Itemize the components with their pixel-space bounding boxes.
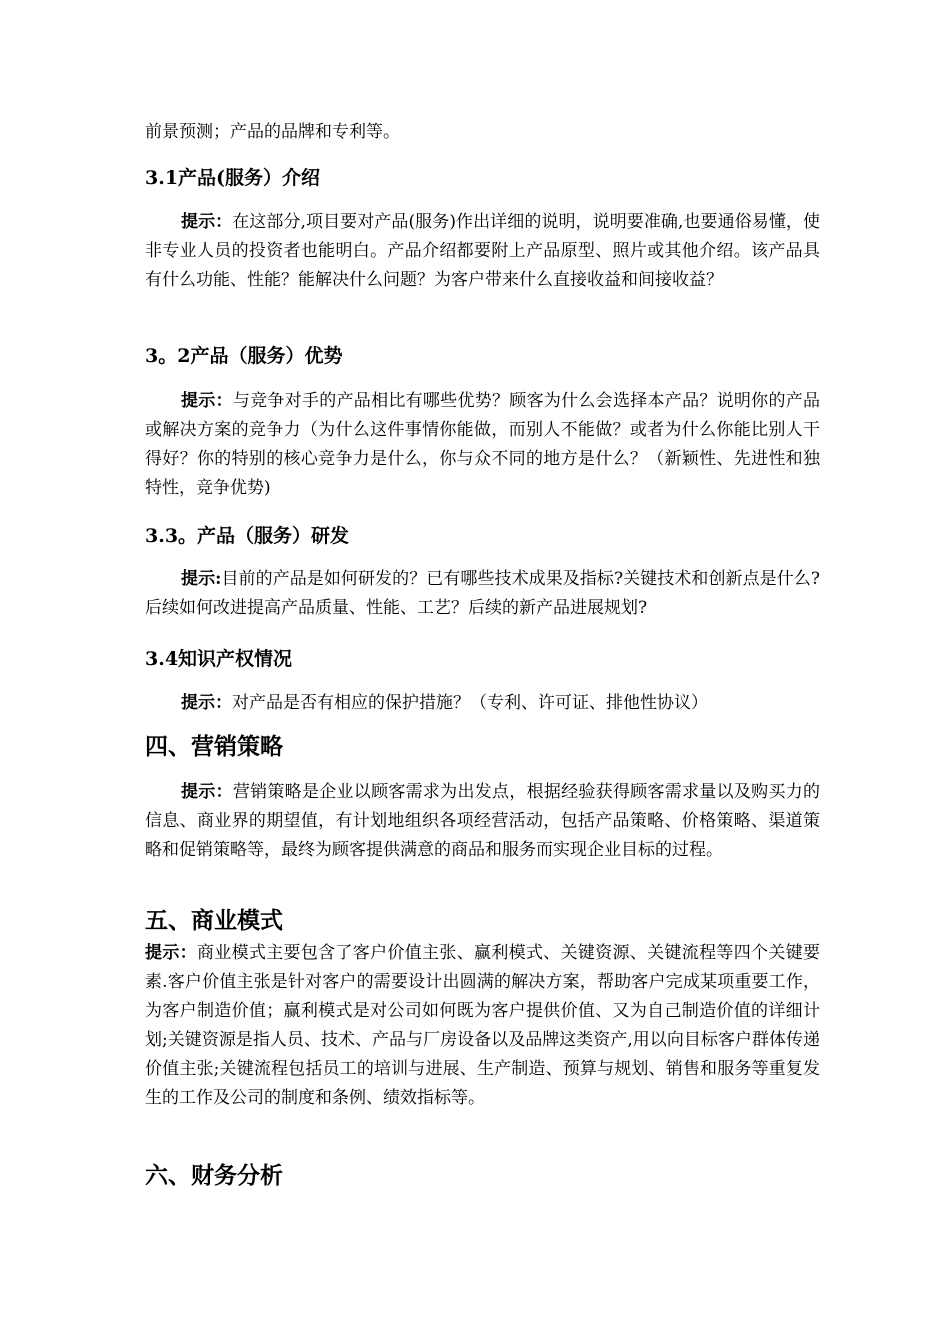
intro-tail-text: 前景预测；产品的品牌和专利等。 (145, 122, 400, 142)
section-3-2-heading: 3。2产品（服务）优势 (145, 345, 343, 367)
section-3-1-heading: 3.1产品(服务）介绍 (145, 167, 321, 189)
section-3-1-body: 在这部分,项目要对产品(服务)作出详细的说明，说明要准确,也要通俗易懂，使非专业人员的投资者也能明白。产品介绍都要附上产品原型、照片或其他介绍。该产品具有什么功能、性能？能解决什么问题？为客户带来什么直接收益和间接收益？ (145, 212, 821, 290)
hint-label: 提示: (181, 569, 222, 589)
hint-label: 提示： (181, 693, 232, 713)
section-4-body: 营销策略是企业以顾客需求为出发点，根据经验获得顾客需求量以及购买力的信息、商业界的期望值，有计划地组织各项经营活动，包括产品策略、价格策略、渠道策略和促销策略等，最终为顾客提供满意的商品和服务而实现企业目标的过程。 (145, 782, 821, 860)
section-3-2-body: 与竞争对手的产品相比有哪些优势？顾客为什么会选择本产品？说明你的产品或解决方案的竞争力（为什么这件事情你能做，而别人不能做？或者为什么你能比别人干得好？你的特别的核心竞争力是什么，你与众不同的地方是什么？（新颖性、先进性和独特性，竞争优势) (145, 391, 821, 498)
hint-label: 提示： (181, 212, 233, 232)
section-3-1-paragraph (145, 208, 820, 295)
hint-label: 提示： (181, 391, 233, 411)
section-4-heading: 四、营销策略 (145, 733, 283, 760)
section-5-paragraph (145, 939, 820, 1113)
section-3-4-body: 对产品是否有相应的保护措施？（专利、许可证、排他性协议） (232, 693, 708, 713)
hint-label: 提示： (181, 782, 233, 802)
section-6-heading: 六、财务分析 (145, 1162, 283, 1189)
section-3-4-heading: 3.4知识产权情况 (145, 648, 293, 670)
section-3-2-paragraph (145, 387, 820, 503)
section-5-body: 商业模式主要包含了客户价值主张、赢利模式、关键资源、关键流程等四个关键要素.客户价值主张是针对客户的需要设计出圆满的解决方案，帮助客户完成某项重要工作，为客户制造价值；赢利模式是对公司如何既为客户提供价值、又为自己制造价值的详细计划;关键资源是指人员、技术、产品与厂房设备以及品牌这类资产,用以向目标客户群体传递价值主张;关键流程包括员工的培训与进展、生产制造、预算与规划、销售和服务等重复发生的工作及公司的制度和条例、绩效指标等。 (145, 943, 821, 1108)
section-3-3-paragraph (145, 565, 820, 623)
section-3-3-heading: 3.3。产品（服务）研发 (145, 525, 350, 547)
hint-label: 提示： (145, 943, 197, 963)
section-4-paragraph (145, 778, 820, 865)
section-5-heading: 五、商业模式 (145, 907, 283, 934)
section-3-3-body: 目前的产品是如何研发的？已有哪些技术成果及指标?关键技术和创新点是什么?后续如何改进提高产品质量、性能、工艺？后续的新产品进展规划? (145, 569, 820, 618)
section-3-4-paragraph (145, 689, 820, 718)
